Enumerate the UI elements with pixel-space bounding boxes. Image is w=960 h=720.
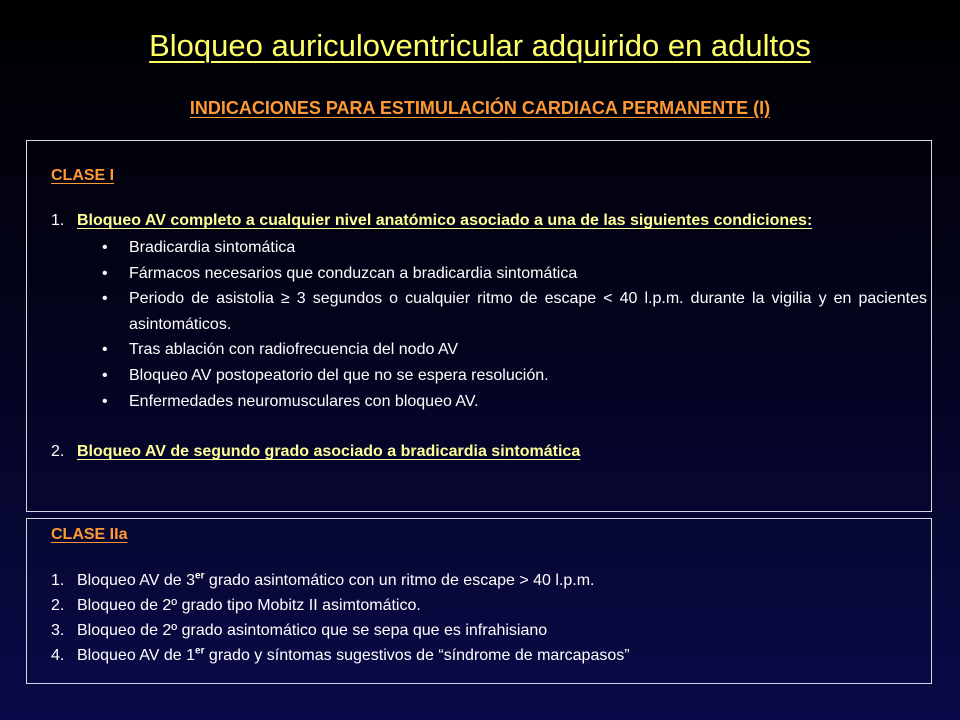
bullet-icon: • [102, 392, 108, 410]
clase-i-box [26, 140, 932, 512]
bullet-icon: • [102, 239, 108, 256]
clase-iia-label: CLASE IIa [51, 526, 128, 543]
item-number: 2. [51, 597, 65, 614]
list-item: • Tras ablación con radiofrecuencia del nodo AV [77, 337, 927, 363]
condition-list [77, 235, 927, 414]
item-number: 1. [51, 572, 65, 589]
item-number: 2. [51, 443, 65, 461]
item-heading: Bloqueo AV completo a cualquier nivel anatómico asociado a una de las siguientes condiciones: [77, 212, 813, 229]
clase-iia-item-1: 1. Bloqueo AV de 3er grado asintomático con un ritmo de escape > 40 l.p.m. [51, 568, 927, 593]
item-heading: Bloqueo AV de segundo grado asociado a bradicardia sintomática [77, 443, 581, 461]
clase-iia-content [51, 524, 927, 668]
list-item: • Fármacos necesarios que conduzcan a bradicardia sintomática [77, 261, 927, 287]
clase-iia-item-2: 2. Bloqueo de 2º grado tipo Mobitz II asimtomático. [51, 593, 927, 618]
clase-i-label: CLASE I [51, 167, 115, 184]
bullet-icon: • [102, 264, 108, 282]
clase-i-item-2 [51, 440, 927, 463]
item-number: 1. [51, 212, 65, 229]
list-item: • Periodo de asistolia ≥ 3 segundos o cualquier ritmo de escape < 40 l.p.m. durante la vigilia y en pacientes asintomáticos. [77, 286, 927, 337]
clase-i-item-1 [51, 209, 927, 414]
list-item: • Enfermedades neuromusculares con bloqueo AV. [77, 389, 927, 415]
slide-title: Bloqueo auriculoventricular adquirido en adultos [149, 28, 811, 63]
bullet-icon: • [102, 366, 108, 384]
bullet-icon: • [102, 290, 108, 308]
clase-iia-item-4: 4. Bloqueo AV de 1er grado y síntomas sugestivos de “síndrome de marcapasos” [51, 643, 927, 668]
clase-iia-item-3: 3. Bloqueo de 2º grado asintomático que se sepa que es infrahisiano [51, 618, 927, 643]
clase-i-content [51, 165, 927, 463]
bullet-icon: • [102, 341, 108, 359]
item-number: 4. [51, 647, 65, 664]
clase-iia-box [26, 518, 932, 684]
list-item: • Bradicardia sintomática [77, 235, 927, 261]
list-item: • Bloqueo AV postopeatorio del que no se espera resolución. [77, 363, 927, 389]
slide-subtitle: INDICACIONES PARA ESTIMULACIÓN CARDIACA PERMANENTE (I) [189, 98, 771, 118]
item-number: 3. [51, 622, 65, 639]
